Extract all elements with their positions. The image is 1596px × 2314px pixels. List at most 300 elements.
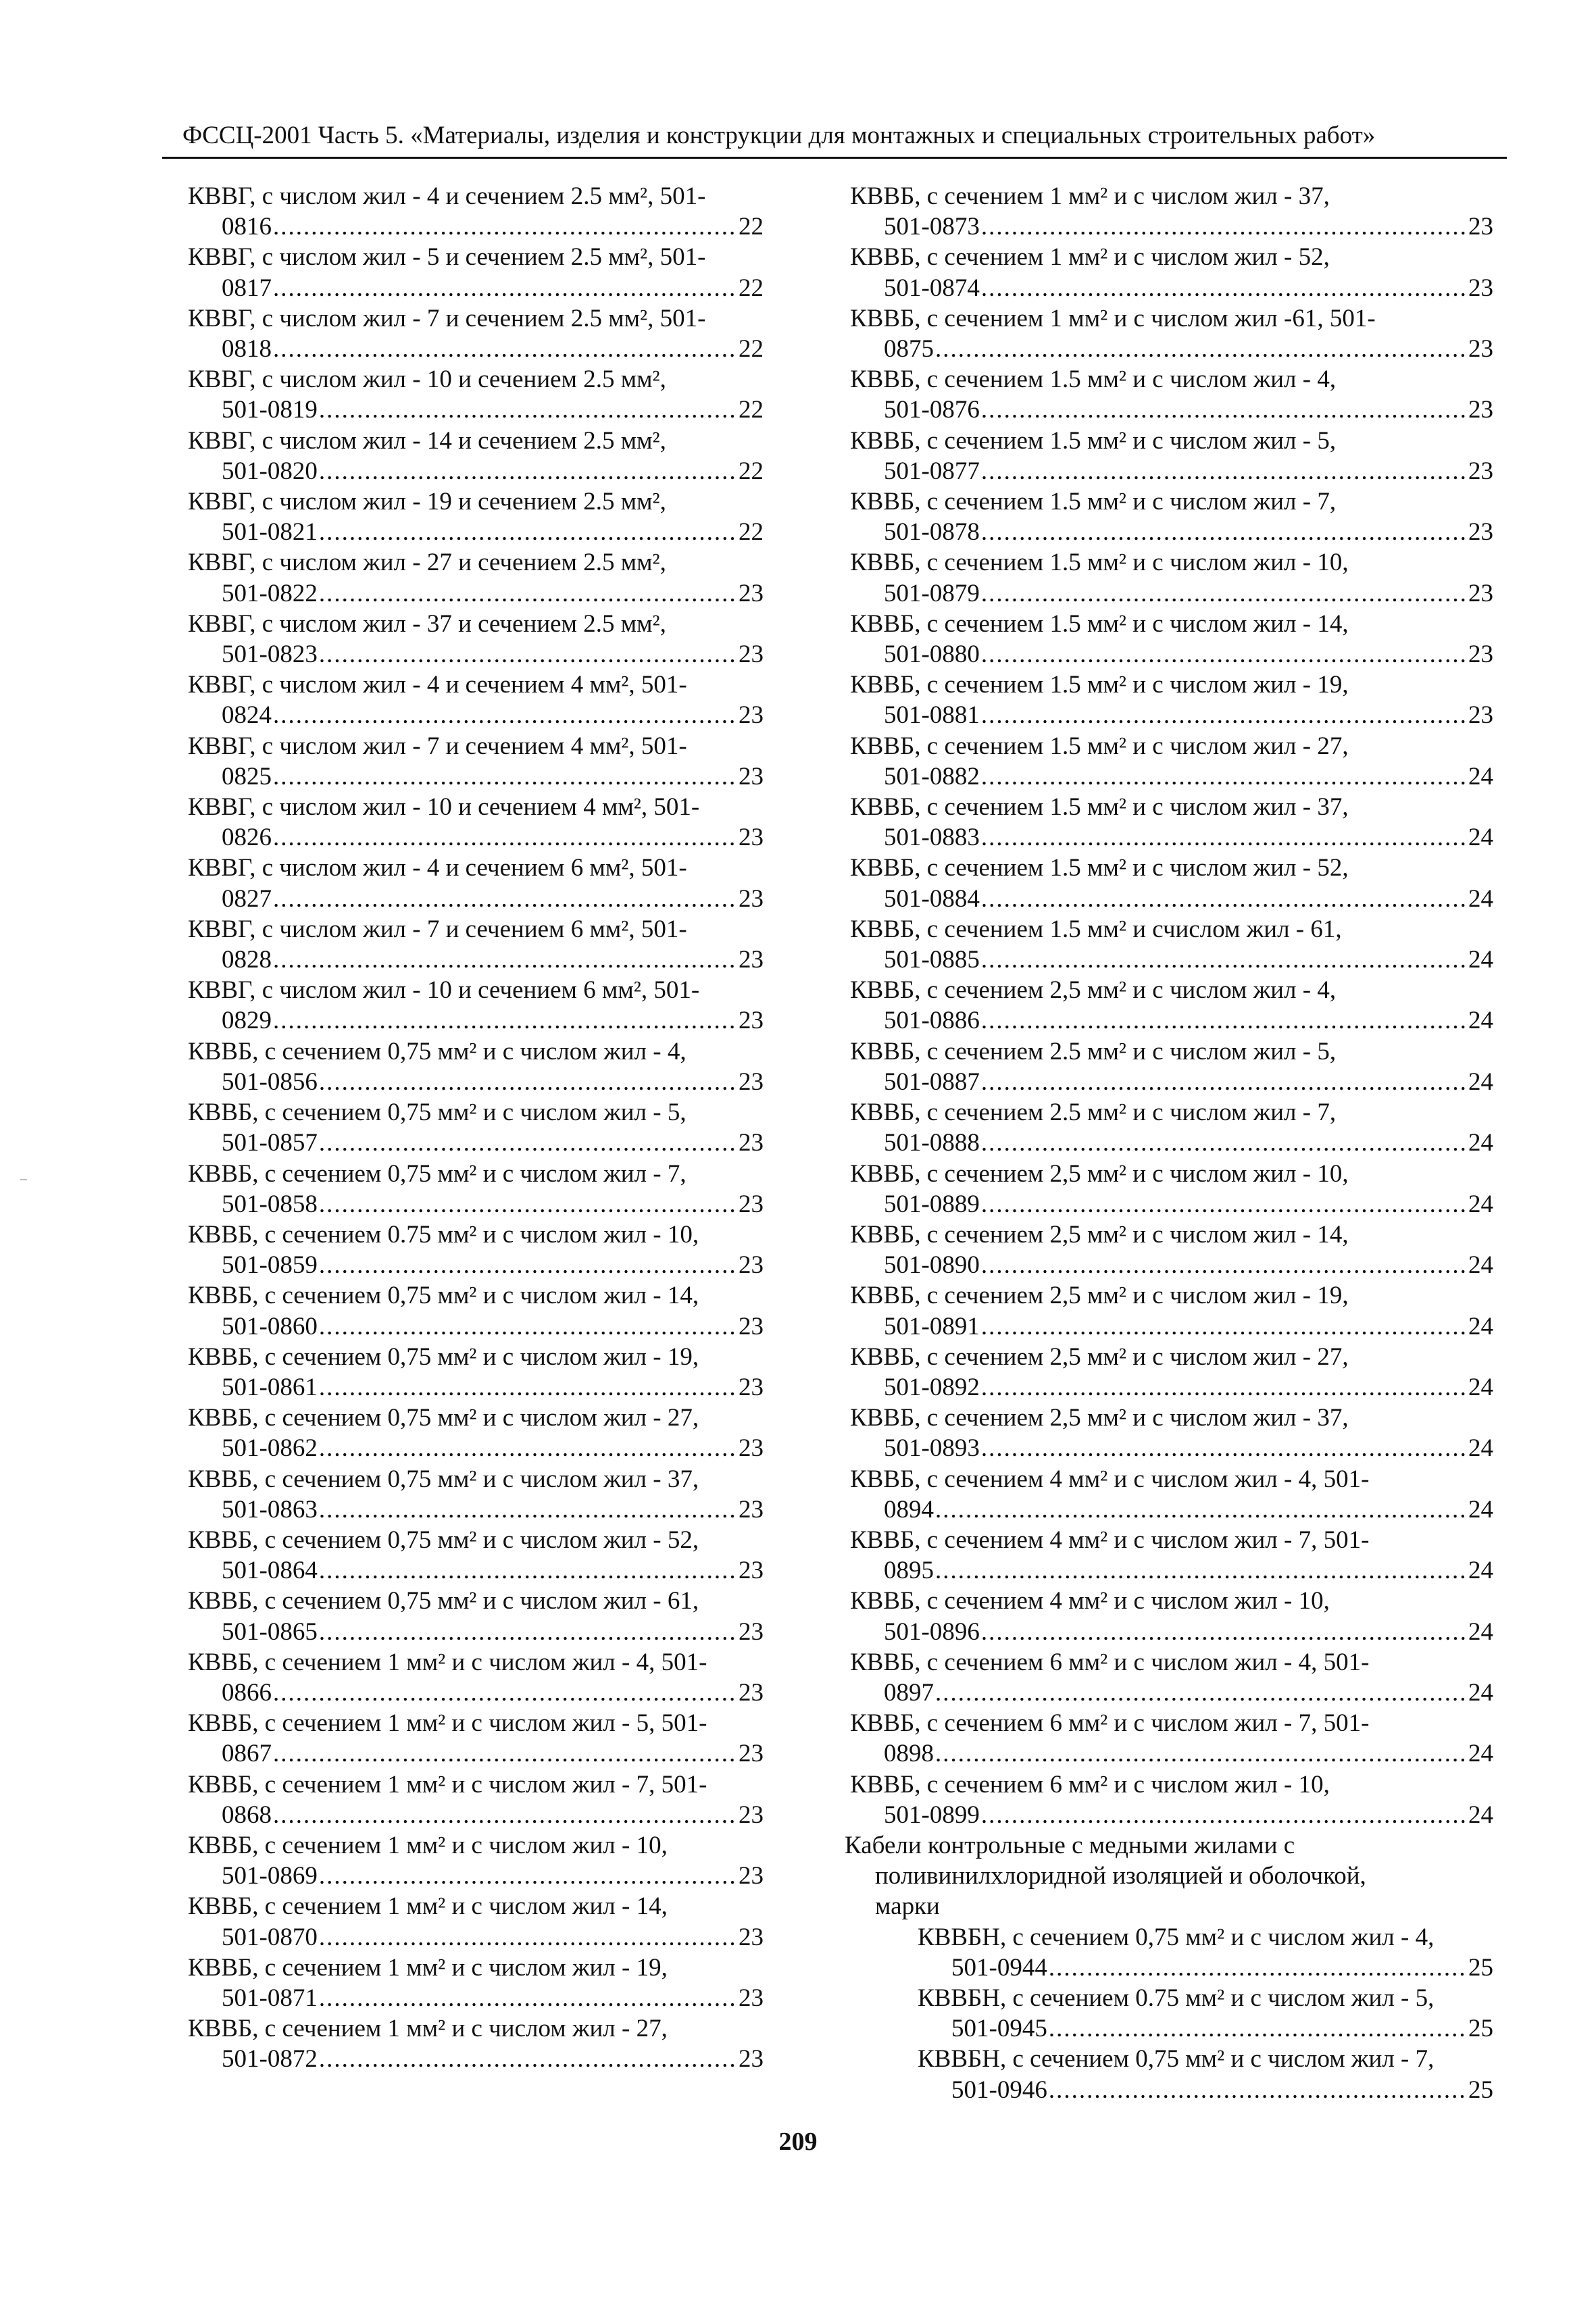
entry-title: КВВГ, с числом жил - 14 и сечением 2.5 мм², [188,426,666,455]
entry-page: 24 [1468,762,1493,790]
entry-title: КВВГ, с числом жил - 7 и сечением 4 мм², 501- [188,732,687,760]
entry-page: 22 [739,457,764,485]
entry-title: КВВБ, с сечением 1.5 мм² и с числом жил - 7, [850,488,1337,516]
entry-reference [182,456,764,486]
index-entry [845,1159,1493,1219]
entry-title: КВВБ, с сечением 0,75 мм² и с числом жил - 37, [188,1465,699,1493]
index-entry [182,486,764,547]
entry-reference [182,1189,764,1219]
right-entries [845,181,1493,1830]
section-heading-line: марки [875,1892,940,1921]
entry-page: 23 [739,579,764,607]
entry-code: 501-0885 [884,946,980,974]
entry-code: 501-0890 [884,1251,980,1280]
entry-page: 23 [1468,701,1493,730]
entry-title: КВВБ, с сечением 2,5 мм² и с числом жил - 19, [850,1282,1349,1310]
entry-reference [845,1128,1493,1158]
dot-leader [273,273,737,303]
entry-code: 501-0819 [222,396,318,424]
entry-title: КВВБ, с сечением 0,75 мм² и с числом жил - 7, [188,1159,687,1188]
scan-speck [20,1179,27,1180]
entry-code: 0897 [884,1678,934,1707]
entry-title: КВВГ, с числом жил - 7 и сечением 2.5 мм², 501- [188,304,706,332]
entry-page: 24 [1468,1678,1493,1707]
dot-leader [935,334,1467,364]
entry-page: 24 [1468,946,1493,974]
entry-code: 501-0859 [222,1251,318,1280]
entry-page: 22 [739,518,764,547]
section-heading-line: поливинилхлоридной изоляцией и оболочкой, [875,1862,1366,1890]
dot-leader [319,1311,737,1342]
entry-code: 501-0884 [884,884,980,913]
entry-page: 23 [739,1190,764,1218]
dot-leader [981,211,1467,242]
entry-title: КВВБ, с сечением 1 мм² и с числом жил - 37, [850,182,1330,210]
entry-code: 0824 [222,701,272,730]
header-rule [162,157,1507,159]
entry-reference [845,1372,1493,1403]
index-entry [182,975,764,1036]
dot-leader [319,578,737,609]
index-entry [845,2044,1493,2105]
index-entry [845,1769,1493,1830]
dot-leader [319,1067,737,1097]
index-entry [182,1830,764,1891]
entry-reference [845,2013,1493,2044]
index-entry [182,1769,764,1830]
entry-reference [182,1555,764,1586]
dot-leader [319,1555,737,1586]
index-entry [182,1159,764,1219]
index-entry [845,853,1493,913]
entry-page: 24 [1468,1312,1493,1340]
index-entry [845,1097,1493,1158]
entry-code: 0868 [222,1801,272,1829]
entry-code: 0875 [884,335,934,363]
entry-page: 24 [1468,1557,1493,1585]
entry-title: КВВГ, с числом жил - 10 и сечением 4 мм², 501- [188,793,700,822]
entry-reference [845,517,1493,547]
entry-title: КВВБ, с сечением 1 мм² и с числом жил - 27, [188,2015,668,2043]
entry-reference [182,517,764,547]
entry-page: 25 [1468,2015,1493,2043]
dot-leader [981,578,1467,609]
dot-leader [273,1800,737,1830]
entry-code: 501-0876 [884,396,980,424]
dot-leader [981,1189,1467,1219]
dot-leader [1049,1953,1467,1983]
entry-code: 0825 [222,762,272,790]
dot-leader [1049,2013,1467,2044]
index-entry [845,1219,1493,1280]
entry-title: КВВБ, с сечением 6 мм² и с числом жил - 10, [850,1770,1330,1799]
entry-code: 501-0877 [884,457,980,485]
dot-leader [273,884,737,914]
entry-title: КВВБ, с сечением 0,75 мм² и с числом жил - 52, [188,1526,699,1554]
entry-page: 23 [739,640,764,669]
entry-code: 501-0944 [951,1953,1047,1982]
entry-page: 23 [1468,457,1493,485]
index-entry [845,364,1493,425]
dot-leader [935,1555,1467,1586]
entry-reference [182,700,764,730]
entry-reference [182,334,764,364]
entry-reference [845,1189,1493,1219]
entry-page: 22 [739,396,764,424]
entry-reference [182,578,764,609]
entry-reference [845,1617,1493,1647]
entry-code: 0817 [222,274,272,302]
entry-reference [182,2044,764,2074]
index-entry [845,1036,1493,1097]
entry-code: 501-0860 [222,1312,318,1340]
index-entry [182,792,764,853]
index-entry [845,1403,1493,1463]
entry-page: 23 [739,1801,764,1829]
entry-reference [845,1678,1493,1708]
entry-page: 24 [1468,1495,1493,1524]
entry-reference [182,1067,764,1097]
entry-title: КВВГ, с числом жил - 5 и сечением 2.5 мм², 501- [188,243,706,272]
entry-title: КВВБ, с сечением 1 мм² и с числом жил - 7, 501- [188,1770,707,1799]
entry-reference [182,1494,764,1525]
index-entry [845,1983,1493,2044]
entry-reference [845,2075,1493,2105]
entry-page: 23 [739,1434,764,1463]
entry-reference [845,211,1493,242]
entry-code: 501-0880 [884,640,980,669]
index-entry [182,1525,764,1586]
index-entry [845,731,1493,792]
entry-code: 0827 [222,884,272,913]
index-entry [845,670,1493,730]
index-entry [182,853,764,913]
entry-reference [845,273,1493,303]
dot-leader [935,1494,1467,1525]
index-entry [182,181,764,242]
dot-leader [981,822,1467,853]
entry-reference [182,822,764,853]
entry-title: КВВБ, с сечением 2.5 мм² и с числом жил - 7, [850,1099,1337,1127]
entry-title: КВВБ, с сечением 2,5 мм² и с числом жил - 14, [850,1220,1349,1249]
entry-title: КВВБ, с сечением 1 мм² и с числом жил - 10, [188,1831,668,1859]
index-entry [182,303,764,364]
dot-leader [319,456,737,486]
entry-title: КВВБ, с сечением 2,5 мм² и с числом жил - 10, [850,1159,1349,1188]
dot-leader [273,945,737,975]
dot-leader [319,1922,737,1953]
dot-leader [273,1738,737,1769]
entry-title: КВВБН, с сечением 0.75 мм² и с числом жил - 5, [918,1984,1435,2012]
index-entry [182,1953,764,2013]
dot-leader [981,1311,1467,1342]
dot-leader [319,1250,737,1280]
entry-title: КВВГ, с числом жил - 4 и сечением 4 мм², 501- [188,671,687,699]
entry-title: КВВБ, с сечением 0,75 мм² и с числом жил - 27, [188,1404,699,1432]
entry-code: 501-0882 [884,762,980,790]
dot-leader [981,1250,1467,1280]
dot-leader [981,700,1467,730]
entry-code: 501-0888 [884,1129,980,1157]
entry-page: 23 [739,824,764,852]
entry-reference [182,1617,764,1647]
entry-reference [845,1738,1493,1769]
running-header: ФССЦ-2001 Часть 5. «Материалы, изделия и конструкции для монтажных и специальных строительных работ» [182,122,1376,149]
entry-reference [845,761,1493,792]
index-entry [182,1280,764,1341]
index-entry [845,1280,1493,1341]
dot-leader [319,517,737,547]
entry-page: 23 [739,1923,764,1951]
entry-title: КВВБ, с сечением 0,75 мм² и с числом жил - 4, [188,1037,687,1065]
entry-title: КВВБ, с сечением 4 мм² и с числом жил - 4, 501- [850,1465,1370,1493]
entry-page: 23 [739,1740,764,1768]
index-entry [182,914,764,975]
entry-code: 501-0870 [222,1923,318,1951]
entry-code: 501-0946 [951,2076,1047,2104]
index-entry [845,547,1493,608]
dot-leader [1049,2075,1467,2105]
entry-code: 0829 [222,1007,272,1035]
entry-reference [845,1433,1493,1463]
dot-leader [981,456,1467,486]
entry-reference [182,1861,764,1891]
entry-page: 23 [739,2045,764,2073]
entry-code: 501-0856 [222,1067,318,1096]
entry-title: КВВБ, с сечением 1.5 мм² и с числом жил - 5, [850,426,1337,455]
entry-code: 501-0864 [222,1557,318,1585]
index-entry [845,486,1493,547]
dot-leader [273,1678,737,1708]
entry-code: 501-0822 [222,579,318,607]
index-entry [182,547,764,608]
dot-leader [319,1189,737,1219]
entry-page: 23 [1468,274,1493,302]
entry-title: КВВБ, с сечением 1.5 мм² и с числом жил - 37, [850,793,1349,822]
entry-code: 501-0858 [222,1190,318,1218]
dot-leader [981,884,1467,914]
index-entry [845,1708,1493,1769]
index-entry [845,1525,1493,1586]
entry-reference [182,1983,764,2013]
dot-leader [981,1067,1467,1097]
entry-title: КВВБ, с сечением 1 мм² и с числом жил -61, 501- [850,304,1376,332]
entry-code: 501-0886 [884,1007,980,1035]
index-entry [845,1647,1493,1708]
entry-page: 22 [739,335,764,363]
entry-reference [182,1922,764,1953]
dot-leader [319,1494,737,1525]
entry-reference [845,1005,1493,1036]
dot-leader [981,395,1467,425]
entry-reference [182,395,764,425]
index-column-left [182,181,764,2075]
index-entry [845,242,1493,303]
entry-title: КВВБ, с сечением 0,75 мм² и с числом жил - 5, [188,1099,687,1127]
entry-page: 24 [1468,1007,1493,1035]
index-entry [845,1586,1493,1646]
entry-title: КВВБ, с сечением 1 мм² и с числом жил - 5, 501- [188,1709,707,1738]
entry-title: КВВГ, с числом жил - 4 и сечением 6 мм², 501- [188,854,687,882]
dot-leader [319,639,737,670]
entry-title: КВВБ, с сечением 4 мм² и с числом жил - 7, 501- [850,1526,1370,1554]
dot-leader [273,1005,737,1036]
entry-reference [182,1311,764,1342]
entry-reference [845,1067,1493,1097]
dot-leader [273,761,737,792]
entry-reference [845,884,1493,914]
entry-reference [845,578,1493,609]
index-entry [182,364,764,425]
entry-page: 23 [1468,335,1493,363]
entry-title: КВВБН, с сечением 0,75 мм² и с числом жил - 4, [918,1923,1435,1951]
dot-leader [981,273,1467,303]
entry-reference [845,945,1493,975]
entry-page: 23 [739,1251,764,1280]
entry-code: 501-0879 [884,579,980,607]
dot-leader [319,1983,737,2013]
index-entry [182,670,764,730]
entry-reference [182,1800,764,1830]
index-entry [182,1464,764,1525]
index-entry [845,303,1493,364]
entry-reference [845,1494,1493,1525]
entry-page: 24 [1468,1801,1493,1829]
entry-page: 23 [739,1678,764,1707]
entry-reference [182,1005,764,1036]
index-entry [182,731,764,792]
entry-code: 501-0863 [222,1495,318,1524]
dot-leader [981,517,1467,547]
index-entry [845,1464,1493,1525]
entry-title: КВВГ, с числом жил - 27 и сечением 2.5 мм², [188,549,666,577]
page-number: 209 [778,2128,818,2156]
entry-title: КВВГ, с числом жил - 37 и сечением 2.5 мм², [188,609,666,638]
dot-leader [273,334,737,364]
entry-page: 24 [1468,824,1493,852]
dot-leader [981,761,1467,792]
entry-reference [845,700,1493,730]
dot-leader [981,1617,1467,1647]
entry-page: 23 [739,1984,764,2012]
entry-code: 501-0869 [222,1862,318,1890]
entry-page: 23 [739,946,764,974]
entry-reference [182,945,764,975]
entry-reference [845,1311,1493,1342]
entry-code: 501-0892 [884,1373,980,1401]
entry-code: 501-0821 [222,518,318,547]
dot-leader [319,395,737,425]
entry-title: КВВБ, с сечением 1.5 мм² и счислом жил - 61, [850,915,1342,943]
entry-title: КВВБ, с сечением 1.5 мм² и с числом жил - 10, [850,549,1349,577]
entry-code: 0816 [222,213,272,241]
entry-code: 501-0945 [951,2015,1047,2043]
index-entry [182,609,764,670]
entry-code: 501-0857 [222,1129,318,1157]
entry-code: 501-0878 [884,518,980,547]
dot-leader [981,1433,1467,1463]
entry-title: КВВБ, с сечением 2,5 мм² и с числом жил - 4, [850,976,1337,1005]
entry-code: 0898 [884,1740,934,1768]
entry-reference [845,822,1493,853]
entry-title: КВВБ, с сечением 1.5 мм² и с числом жил - 27, [850,732,1349,760]
entry-reference [182,639,764,670]
index-entry [182,1403,764,1463]
section-heading-line: Кабели контрольные с медными жилами с [845,1831,1295,1859]
entry-reference [182,1250,764,1280]
index-entry [845,975,1493,1036]
entry-code: 501-0873 [884,213,980,241]
index-entry [182,1342,764,1403]
dot-leader [981,639,1467,670]
dot-leader [935,1738,1467,1769]
entry-page: 23 [739,1617,764,1646]
entry-code: 501-0899 [884,1801,980,1829]
index-entry [182,1586,764,1646]
dot-leader [319,1128,737,1158]
entry-reference [845,456,1493,486]
entry-title: КВВБ, с сечением 1.5 мм² и с числом жил - 52, [850,854,1349,882]
entry-page: 23 [739,762,764,790]
index-entry [845,1922,1493,1983]
entry-title: КВВБ, с сечением 6 мм² и с числом жил - 7, 501- [850,1709,1370,1738]
entry-reference [182,1433,764,1463]
index-entry [845,426,1493,486]
entry-reference [182,884,764,914]
entry-reference [845,395,1493,425]
entry-code: 501-0893 [884,1434,980,1463]
entry-code: 0826 [222,824,272,852]
entry-title: КВВБ, с сечением 1 мм² и с числом жил - 19, [188,1953,668,1982]
dot-leader [319,1372,737,1403]
entry-code: 501-0874 [884,274,980,302]
entry-page: 22 [739,213,764,241]
entry-reference [182,761,764,792]
entry-code: 0828 [222,946,272,974]
index-column-right [845,181,1493,2105]
entry-code: 0894 [884,1495,934,1524]
entry-reference [182,1678,764,1708]
entry-code: 501-0872 [222,2045,318,2073]
dot-leader [981,945,1467,975]
entry-title: КВВБ, с сечением 0,75 мм² и с числом жил - 61, [188,1587,699,1615]
entry-page: 23 [739,1129,764,1157]
entry-title: КВВГ, с числом жил - 10 и сечением 6 мм², 501- [188,976,700,1005]
entry-code: 501-0887 [884,1067,980,1096]
entry-code: 501-0896 [884,1617,980,1646]
dot-leader [981,1372,1467,1403]
entry-code: 501-0861 [222,1373,318,1401]
entry-title: КВВБ, с сечением 1 мм² и с числом жил - 4, 501- [188,1648,707,1676]
entry-code: 0895 [884,1557,934,1585]
dot-leader [981,1128,1467,1158]
entry-page: 24 [1468,884,1493,913]
entry-page: 23 [1468,640,1493,669]
entry-title: КВВБ, с сечением 0,75 мм² и с числом жил - 14, [188,1282,699,1310]
entry-page: 23 [739,1067,764,1096]
entry-page: 23 [739,1862,764,1890]
entry-reference [845,334,1493,364]
index-entry [845,181,1493,242]
entry-page: 24 [1468,1373,1493,1401]
entry-page: 22 [739,274,764,302]
entry-reference [845,1555,1493,1586]
entry-page: 23 [739,884,764,913]
entry-title: КВВГ, с числом жил - 7 и сечением 6 мм², 501- [188,915,687,943]
entry-page: 25 [1468,2076,1493,2104]
entry-title: КВВБ, с сечением 2,5 мм² и с числом жил - 37, [850,1404,1349,1432]
entry-page: 24 [1468,1434,1493,1463]
